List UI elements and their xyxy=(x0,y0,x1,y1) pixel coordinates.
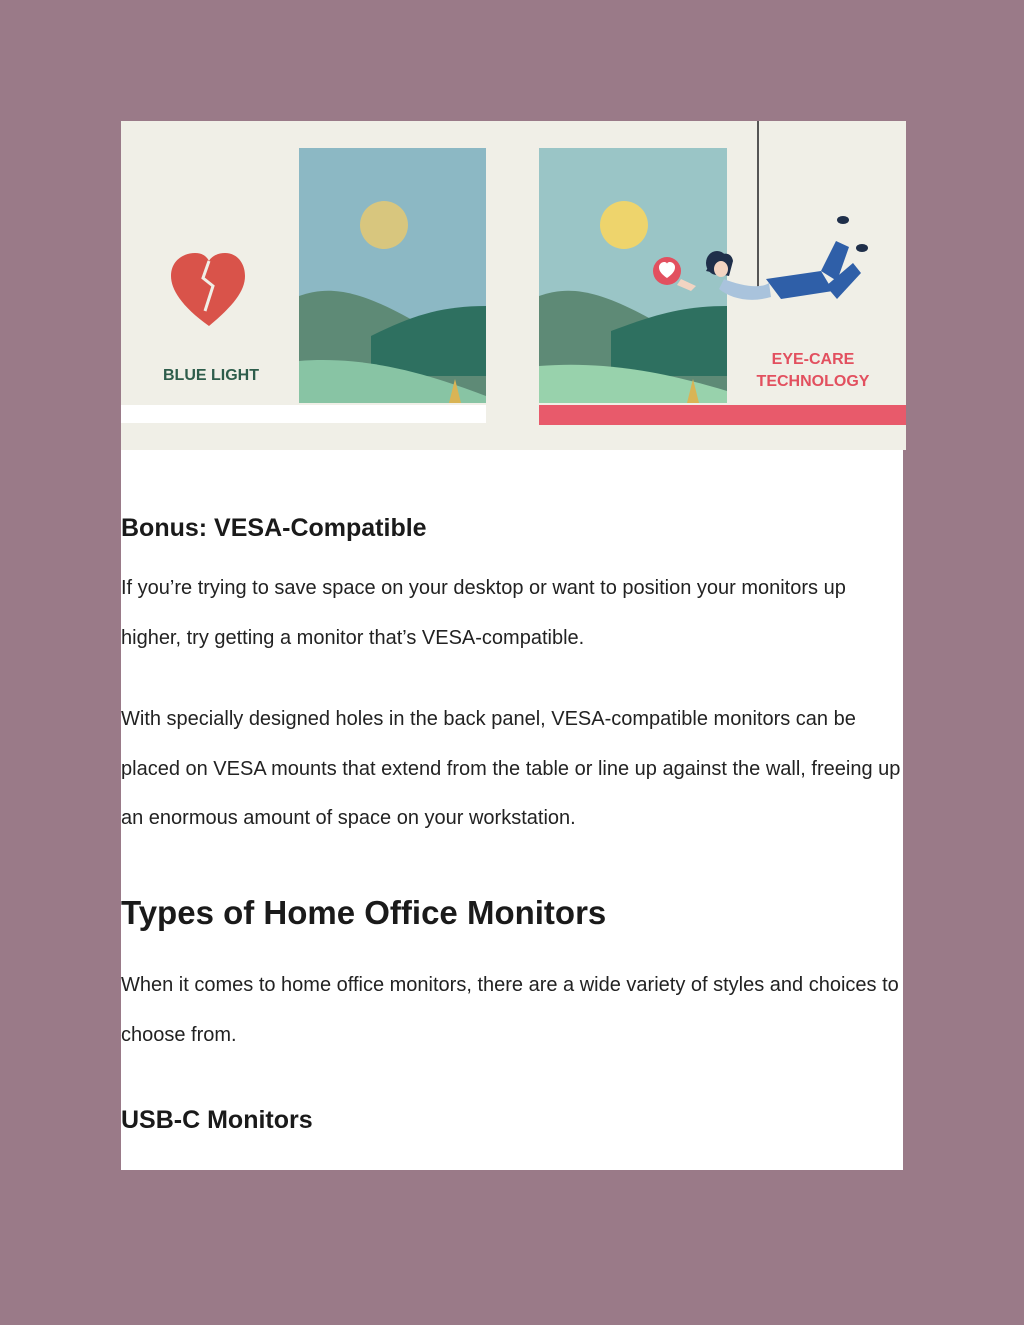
eye-care-label-line2: TECHNOLOGY xyxy=(756,373,870,390)
types-paragraph: When it comes to home office monitors, there are a wide variety of styles and choices to choose from. xyxy=(121,974,899,1046)
types-heading: Types of Home Office Monitors xyxy=(121,894,607,931)
bonus-paragraph-2: With specially designed holes in the back panel, VESA-compatible monitors can be placed on VESA mounts that extend from the table or line up against the wall, freeing up an enormous amount of space on your workstation. xyxy=(121,708,901,829)
blue-light-vs-eye-care-illustration xyxy=(121,121,906,450)
document-page xyxy=(121,121,903,1170)
bonus-paragraph-1: If you’re trying to save space on your desktop or want to position your monitors up higher, try getting a monitor that’s VESA-compatible. xyxy=(121,577,846,649)
usbc-heading: USB-C Monitors xyxy=(121,1106,313,1134)
eye-care-label-line1: EYE-CARE xyxy=(771,351,855,368)
blue-light-label: BLUE LIGHT xyxy=(163,367,259,384)
bonus-heading: Bonus: VESA-Compatible xyxy=(121,514,427,542)
